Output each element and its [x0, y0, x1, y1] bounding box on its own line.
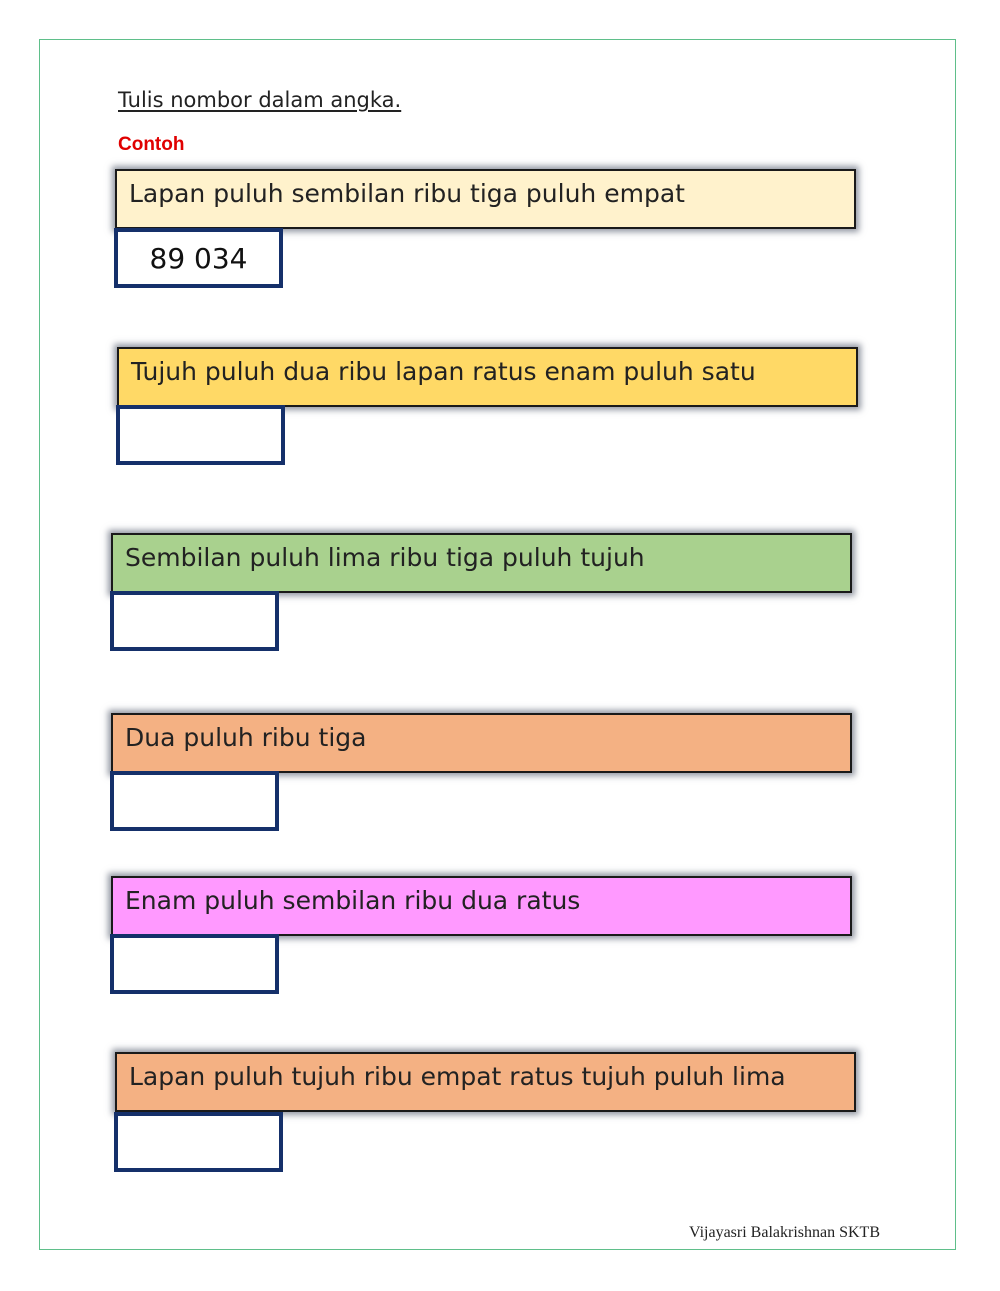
footer-credit: Vijayasri Balakrishnan SKTB — [688, 1224, 880, 1241]
instruction-heading: Tulis nombor dalam angka. — [118, 88, 402, 112]
question-2-answer-box[interactable] — [110, 591, 279, 651]
example-label: Contoh — [118, 134, 185, 155]
example-answer-box — [114, 228, 283, 288]
question-3-answer-box[interactable] — [110, 771, 279, 831]
question-5-answer-input[interactable] — [118, 1116, 279, 1168]
question-2-answer-input[interactable] — [114, 595, 275, 647]
question-5-word-box: Lapan puluh tujuh ribu empat ratus tujuh puluh lima — [115, 1052, 856, 1112]
question-4-word-box: Enam puluh sembilan ribu dua ratus — [111, 876, 852, 936]
example-answer-value: 89 034 — [149, 241, 248, 275]
question-4-answer-input[interactable] — [114, 938, 275, 990]
question-1-answer-box[interactable] — [116, 405, 285, 465]
question-5-answer-box[interactable] — [114, 1112, 283, 1172]
question-1-word-box: Tujuh puluh dua ribu lapan ratus enam puluh satu — [117, 347, 858, 407]
question-3-answer-input[interactable] — [114, 775, 275, 827]
question-1-answer-input[interactable] — [120, 409, 281, 461]
question-2-word-box: Sembilan puluh lima ribu tiga puluh tujuh — [111, 533, 852, 593]
example-word-box: Lapan puluh sembilan ribu tiga puluh empat — [115, 169, 856, 229]
question-4-answer-box[interactable] — [110, 934, 279, 994]
question-3-word-box: Dua puluh ribu tiga — [111, 713, 852, 773]
